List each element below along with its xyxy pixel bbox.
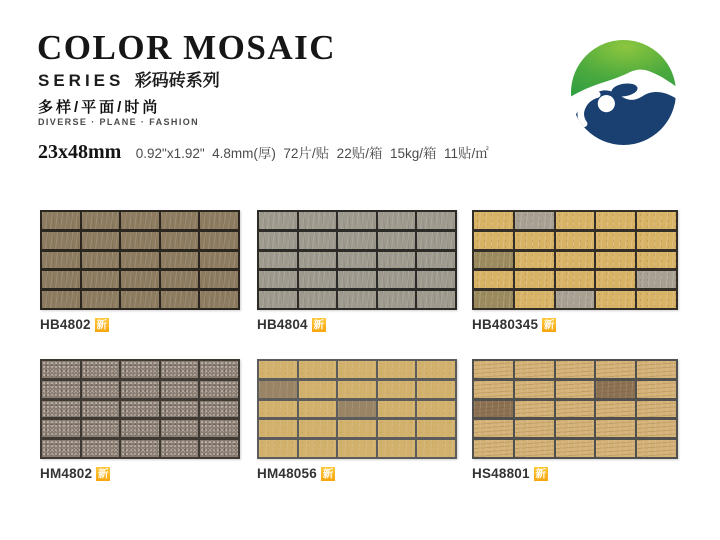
tile-cell — [121, 291, 159, 308]
tile-cell — [42, 291, 80, 308]
tile-cell — [378, 271, 416, 288]
tile-cell — [121, 381, 159, 398]
tile-cell — [121, 361, 159, 378]
tile-cell — [596, 212, 635, 229]
tile-size: 23x48mm — [38, 141, 122, 163]
tile-cell — [161, 361, 199, 378]
tile-cell — [556, 420, 595, 437]
new-badge: 新 — [313, 318, 324, 331]
tile-cell — [378, 420, 416, 437]
tile-cell — [200, 232, 238, 249]
tile-cell — [474, 420, 513, 437]
tile-cell — [596, 401, 635, 418]
tile-cell — [200, 420, 238, 437]
tile-cell — [515, 361, 554, 378]
tile-cell — [161, 401, 199, 418]
series-label-en: SERIES — [38, 71, 125, 90]
tile-cell — [338, 381, 376, 398]
tile-cell — [299, 381, 337, 398]
tile-cell — [474, 361, 513, 378]
swatch-label-row — [40, 317, 240, 332]
tile-cell — [474, 401, 513, 418]
tile-cell — [515, 381, 554, 398]
swatch-label-row — [472, 317, 678, 332]
tile-cell — [82, 271, 120, 288]
tile-cell — [82, 420, 120, 437]
swatch-label-row — [257, 466, 457, 481]
tile-cell — [338, 271, 376, 288]
tile-swatch — [472, 359, 678, 481]
tile-cell — [556, 291, 595, 308]
tile-cell — [474, 271, 513, 288]
brand-logo — [571, 40, 676, 145]
tile-cell — [417, 271, 455, 288]
tile-cell — [259, 252, 297, 269]
tile-cell — [596, 420, 635, 437]
tile-cell — [121, 420, 159, 437]
tile-cell — [259, 361, 297, 378]
tile-cell — [378, 212, 416, 229]
tile-cell — [637, 361, 676, 378]
tile-cell — [121, 252, 159, 269]
tile-cell — [637, 420, 676, 437]
tile-cell — [515, 291, 554, 308]
tile-swatch — [257, 210, 457, 332]
tile-cell — [259, 401, 297, 418]
tile-cell — [82, 440, 120, 457]
spec-line — [38, 141, 489, 164]
tile-cell — [42, 361, 80, 378]
tile-swatch — [40, 359, 240, 481]
tile-cell — [378, 361, 416, 378]
tile-cell — [121, 232, 159, 249]
tile-cell — [417, 440, 455, 457]
tile-cell — [596, 252, 635, 269]
tile-cell — [82, 252, 120, 269]
tile-cell — [200, 401, 238, 418]
tile-cell — [82, 212, 120, 229]
tile-cell — [200, 252, 238, 269]
tile-cell — [338, 212, 376, 229]
page-title: COLOR MOSAIC — [37, 28, 336, 67]
tile-cell — [474, 291, 513, 308]
tile-cell — [161, 381, 199, 398]
tile-cell — [299, 271, 337, 288]
tile-cell — [161, 232, 199, 249]
tile-cell — [42, 440, 80, 457]
new-badge: 新 — [96, 318, 107, 331]
tile-grid — [257, 210, 457, 310]
tile-cell — [82, 232, 120, 249]
tile-cell — [121, 271, 159, 288]
tile-grid — [40, 359, 240, 459]
tile-cell — [299, 252, 337, 269]
new-badge: 新 — [97, 467, 109, 480]
tile-cell — [299, 291, 337, 308]
tile-cell — [259, 232, 297, 249]
tile-cell — [637, 252, 676, 269]
tile-cell — [556, 252, 595, 269]
tile-cell — [338, 420, 376, 437]
new-badge: 新 — [543, 318, 555, 331]
tile-cell — [474, 232, 513, 249]
tile-cell — [556, 271, 595, 288]
tile-cell — [161, 271, 199, 288]
tile-cell — [338, 232, 376, 249]
product-code: HB4804 — [257, 317, 308, 332]
tile-cell — [417, 291, 455, 308]
tile-cell — [474, 381, 513, 398]
tile-cell — [378, 440, 416, 457]
tile-cell — [515, 271, 554, 288]
tile-cell — [82, 401, 120, 418]
tile-cell — [596, 440, 635, 457]
swatch-label-row — [472, 466, 678, 481]
tile-cell — [338, 291, 376, 308]
product-code: HB4802 — [40, 317, 91, 332]
tile-cell — [515, 232, 554, 249]
new-badge: 新 — [535, 467, 546, 480]
tile-cell — [556, 401, 595, 418]
tile-cell — [42, 252, 80, 269]
product-code: HS48801 — [472, 466, 530, 481]
tile-cell — [42, 381, 80, 398]
tile-cell — [637, 381, 676, 398]
tile-cell — [378, 291, 416, 308]
tile-cell — [378, 381, 416, 398]
tile-cell — [42, 232, 80, 249]
tile-cell — [299, 440, 337, 457]
tile-cell — [42, 420, 80, 437]
new-badge: 新 — [322, 467, 334, 480]
tile-cell — [637, 291, 676, 308]
tile-cell — [121, 401, 159, 418]
tile-grid — [257, 359, 457, 459]
tile-cell — [299, 420, 337, 437]
tile-cell — [378, 401, 416, 418]
tile-cell — [596, 381, 635, 398]
tile-swatch — [40, 210, 240, 332]
tile-grid — [472, 359, 678, 459]
tile-cell — [200, 212, 238, 229]
tile-cell — [161, 212, 199, 229]
tile-cell — [596, 232, 635, 249]
tile-cell — [637, 440, 676, 457]
tile-cell — [200, 381, 238, 398]
tile-cell — [338, 440, 376, 457]
tile-cell — [161, 291, 199, 308]
tile-spec-details: 0.92"x1.92" 4.8mm(厚) 72片/贴 22贴/箱 15kg/箱 11贴/㎡ — [135, 146, 489, 161]
tile-cell — [161, 252, 199, 269]
tile-cell — [259, 440, 297, 457]
tile-cell — [637, 212, 676, 229]
tile-cell — [42, 212, 80, 229]
swatch-label-row — [257, 317, 457, 332]
tile-cell — [637, 232, 676, 249]
tile-cell — [515, 420, 554, 437]
tile-cell — [299, 232, 337, 249]
tile-cell — [556, 440, 595, 457]
product-code: HB480345 — [472, 317, 539, 332]
tile-cell — [42, 401, 80, 418]
tile-cell — [417, 401, 455, 418]
product-code: HM4802 — [40, 466, 93, 481]
tile-cell — [596, 291, 635, 308]
tile-cell — [299, 361, 337, 378]
tile-swatch — [472, 210, 678, 332]
tile-cell — [338, 252, 376, 269]
tile-cell — [259, 271, 297, 288]
tile-cell — [556, 212, 595, 229]
tile-cell — [515, 401, 554, 418]
tile-cell — [200, 440, 238, 457]
tile-cell — [82, 361, 120, 378]
tile-cell — [299, 212, 337, 229]
tile-cell — [338, 401, 376, 418]
tile-cell — [637, 271, 676, 288]
tile-cell — [417, 212, 455, 229]
tile-cell — [515, 252, 554, 269]
tile-cell — [42, 271, 80, 288]
tile-cell — [161, 420, 199, 437]
tile-grid — [40, 210, 240, 310]
tile-cell — [82, 291, 120, 308]
tile-cell — [378, 252, 416, 269]
tile-cell — [200, 361, 238, 378]
tile-cell — [82, 381, 120, 398]
tile-cell — [259, 420, 297, 437]
tagline-chinese: 多样/平面/时尚 — [38, 99, 161, 116]
tile-swatch — [257, 359, 457, 481]
tile-cell — [259, 381, 297, 398]
tile-cell — [121, 212, 159, 229]
tile-cell — [417, 420, 455, 437]
tile-cell — [417, 232, 455, 249]
tile-cell — [515, 212, 554, 229]
product-code: HM48056 — [257, 466, 317, 481]
series-subtitle — [38, 66, 220, 91]
tile-cell — [556, 361, 595, 378]
swatch-label-row — [40, 466, 240, 481]
tile-cell — [474, 252, 513, 269]
tile-cell — [474, 212, 513, 229]
tile-grid — [472, 210, 678, 310]
tile-cell — [259, 291, 297, 308]
tile-cell — [161, 440, 199, 457]
tile-cell — [556, 232, 595, 249]
tile-cell — [556, 381, 595, 398]
tile-cell — [338, 361, 376, 378]
tile-cell — [259, 212, 297, 229]
tile-cell — [121, 440, 159, 457]
tile-cell — [515, 440, 554, 457]
tile-cell — [596, 361, 635, 378]
tile-cell — [637, 401, 676, 418]
tile-cell — [378, 232, 416, 249]
tile-cell — [299, 401, 337, 418]
tile-cell — [200, 271, 238, 288]
tile-cell — [417, 361, 455, 378]
tile-cell — [474, 440, 513, 457]
tile-cell — [417, 252, 455, 269]
tile-cell — [417, 381, 455, 398]
tagline-english: DIVERSE · PLANE · FASHION — [38, 117, 200, 127]
series-label-cn: 彩码砖系列 — [134, 71, 220, 90]
tile-cell — [200, 291, 238, 308]
tile-cell — [596, 271, 635, 288]
